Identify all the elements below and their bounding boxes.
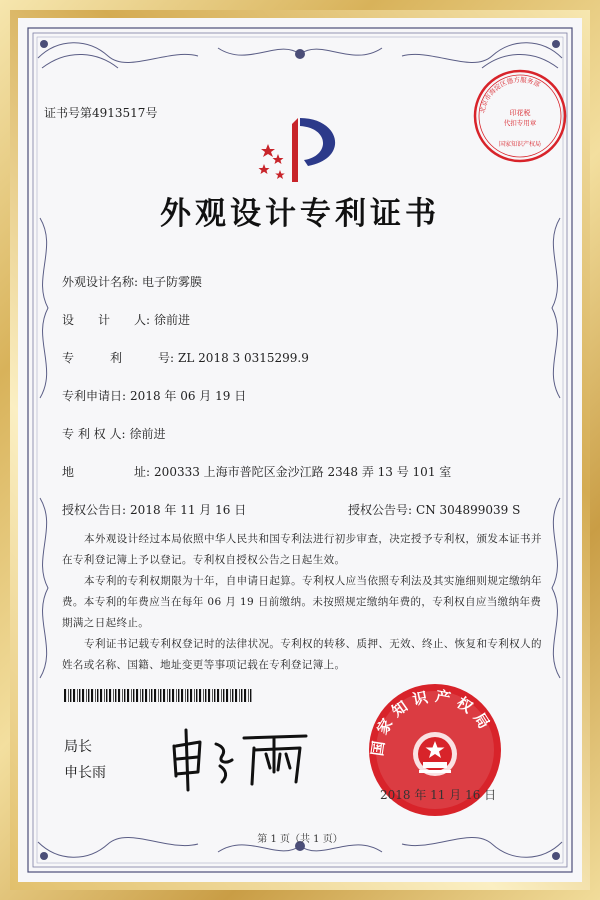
field-value: ZL 2018 3 0315299.9 xyxy=(178,351,309,365)
svg-text:国家知识产权局: 国家知识产权局 xyxy=(368,686,497,758)
field-patentee xyxy=(62,425,166,442)
field-grant-date xyxy=(62,501,246,518)
seal-date: 2018 年 11 月 16 日 xyxy=(380,788,497,802)
field-value: 徐前进 xyxy=(129,427,166,441)
barcode xyxy=(64,689,254,702)
field-value: CN 304899039 S xyxy=(416,503,521,517)
page-number: 第 1 页（共 1 页） xyxy=(257,834,343,845)
field-label: 地 址: xyxy=(62,465,151,479)
certificate-number: 证书号第4913517号 xyxy=(44,106,158,120)
field-label: 设 计 人: xyxy=(62,313,151,327)
field-label: 外观设计名称: xyxy=(62,275,139,289)
field-value: 电子防雾膜 xyxy=(142,275,203,289)
svg-text:国家知识产权局: 国家知识产权局 xyxy=(498,141,542,148)
field-label: 专 利 号: xyxy=(62,351,175,365)
field-value: 2018 年 11 月 16 日 xyxy=(130,503,247,517)
field-label: 授权公告日: xyxy=(62,503,127,517)
signature-name: 申长雨 xyxy=(64,765,106,781)
page-title: 外观设计专利证书 xyxy=(160,196,440,232)
field-value: 200333 上海市普陀区金沙江路 2348 弄 13 号 101 室 xyxy=(154,465,452,479)
field-design-name xyxy=(62,273,202,290)
field-value: 徐前进 xyxy=(154,313,191,327)
field-value: 2018 年 06 月 19 日 xyxy=(130,389,247,403)
signature-title: 局长 xyxy=(64,739,92,755)
field-label: 专利申请日: xyxy=(62,389,127,403)
certificate-paper xyxy=(18,18,582,882)
paragraph-grant: 本外观设计经过本局依照中华人民共和国专利法进行初步审查，决定授予专利权，颁发本证书并在专利登记簿上予以登记。专利权自授权公告之日起生效。 xyxy=(62,533,542,566)
svg-text:印花税: 印花税 xyxy=(509,109,531,117)
field-label: 专 利 权 人: xyxy=(62,427,126,441)
svg-text:北京市海淀区德方服务部: 北京市海淀区德方服务部 xyxy=(478,75,542,114)
field-designer xyxy=(62,311,190,328)
handwritten-signature xyxy=(166,724,314,792)
field-address xyxy=(62,463,451,480)
tax-stamp-small xyxy=(470,66,570,166)
field-label: 授权公告号: xyxy=(348,503,413,517)
paragraph-term: 本专利的专利权期限为十年，自申请日起算。专利权人应当依照专利法及其实施细则规定缴纳年费。本专利的年费应当在每年 06 月 19 日前缴纳。未按照规定缴纳年费的，专利权自应当缴纳年费期满之日起终止。 xyxy=(62,575,542,629)
field-patent-number xyxy=(62,349,309,366)
paragraph-legal-status: 专利证书记载专利权登记时的法律状况。专利权的转移、质押、无效、终止、恢复和专利权人的姓名或名称、国籍、地址变更等事项记载在专利登记簿上。 xyxy=(62,638,542,671)
svg-text:代扣专用章: 代扣专用章 xyxy=(503,119,537,127)
field-grant-number xyxy=(348,501,520,518)
patent-office-logo xyxy=(250,110,350,190)
field-application-date xyxy=(62,387,246,404)
